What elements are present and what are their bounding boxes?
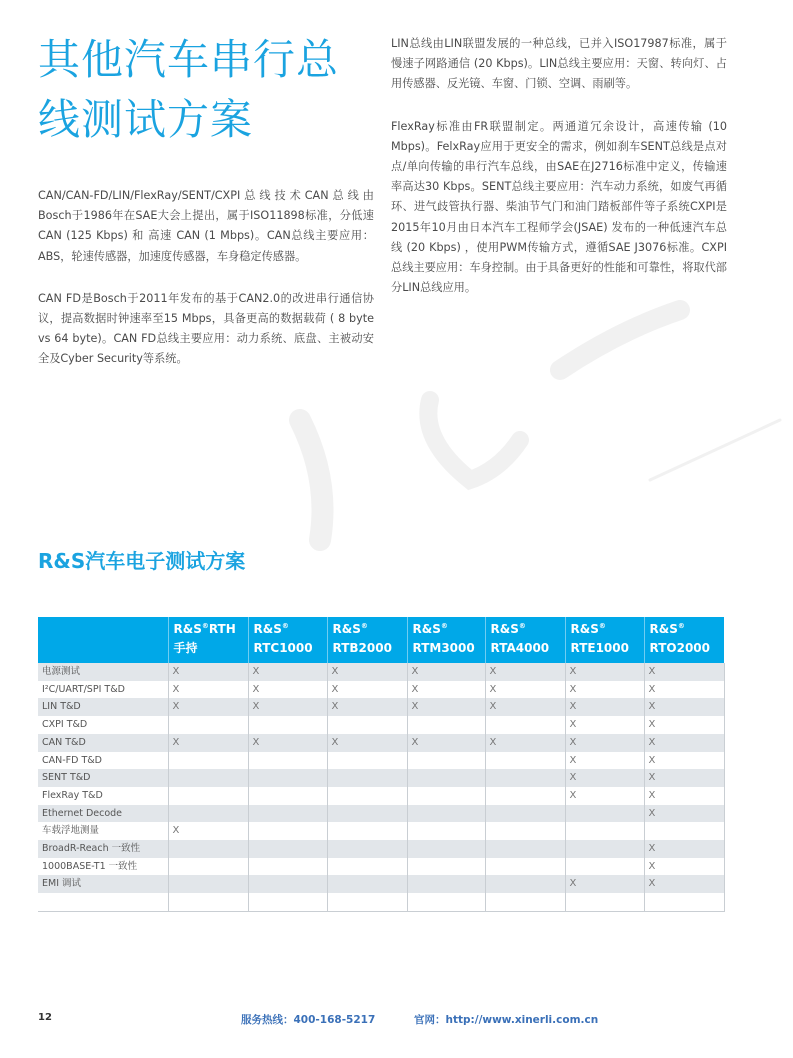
column-header-model: RTE1000 [570,641,629,655]
table-cell [327,840,407,858]
paragraph-lin: LIN总线由LIN联盟发展的一种总线，已并入ISO17987标准，属于慢速子网路通信 (20 Kbps)。LIN总线主要应用：天窗、转向灯、占用传感器、反光镜、车窗、门锁、空调、雨刷等。 [391,37,727,91]
table-cell [565,698,644,716]
table-cell [485,716,565,734]
row-label: BroadR-Reach 一致性 [38,840,168,858]
supported-mark: X [648,772,656,784]
paragraph-can-fd: CAN FD是Bosch于2011年发布的基于CAN2.0的改进串行通信协议，提高数据时钟速率至15 Mbps，具备更高的数据载荷 ( 8 byte vs 64 byte)。CAN FD总线主要应用：动力系统、底盘、主被动安全及Cyber Security等系统。 [38,291,374,366]
table-cell [485,805,565,823]
table-cell [327,681,407,699]
registered-mark: ® [201,622,209,630]
supported-mark: X [489,701,497,713]
table-cell [168,893,248,911]
supported-mark: X [252,736,260,748]
column-header-model: RTO2000 [649,641,710,655]
table-cell [407,698,485,716]
column-header-brand: R&S [649,622,678,636]
table-cell [248,787,327,805]
table-row [38,769,724,787]
supported-mark: X [489,666,497,677]
table-cell [168,875,248,893]
table-cell [407,858,485,876]
table-cell [644,840,724,858]
table-cell [248,734,327,752]
table-cell [485,858,565,876]
table-cell [565,858,644,876]
table-cell [644,698,724,716]
table-cell [485,663,565,681]
table-cell [485,822,565,840]
table-cell [327,663,407,681]
table-cell [565,840,644,858]
table-cell [485,769,565,787]
supported-mark: X [648,807,656,819]
table-cell [644,858,724,876]
row-label: 电源测试 [38,663,168,681]
column-header-brand: R&S [570,622,599,636]
table-cell [407,840,485,858]
supported-mark: X [252,683,260,695]
website-link[interactable]: 官网：http://www.xinerli.com.cn [414,1014,599,1026]
column-header-model: RTA4000 [490,641,550,655]
table-cell [248,716,327,734]
table-cell [168,752,248,770]
supported-mark: X [648,719,656,731]
table-cell [327,893,407,911]
supported-mark: X [648,878,656,890]
table-cell [407,752,485,770]
supported-mark: X [569,878,577,890]
row-label: CXPI T&D [38,716,168,734]
supported-mark: X [172,666,180,677]
table-cell [644,893,724,911]
table-cell [327,858,407,876]
table-cell [327,822,407,840]
table-cell [485,752,565,770]
column-header [565,617,644,663]
table-row [38,681,724,699]
row-label: 1000BASE-T1 一致性 [38,858,168,876]
supported-mark: X [648,683,656,695]
row-label: Ethernet Decode [38,805,168,823]
supported-mark: X [331,683,339,695]
table-row [38,734,724,752]
table-row [38,787,724,805]
row-label: I²C/UART/SPI T&D [38,681,168,699]
table-row [38,893,724,911]
table-cell [168,663,248,681]
table-row [38,822,724,840]
supported-mark: X [569,719,577,731]
table-cell [485,681,565,699]
table-cell [565,663,644,681]
row-label: LIN T&D [38,698,168,716]
column-header-brand: R&S [490,622,519,636]
table-cell [485,840,565,858]
column-header [644,617,724,663]
table-cell [485,893,565,911]
supported-mark: X [172,683,180,695]
table-cell [248,681,327,699]
supported-mark: X [172,736,180,748]
row-label: EMI 调试 [38,875,168,893]
table-cell [407,893,485,911]
left-column [38,30,374,392]
table-cell [327,752,407,770]
paragraph-can: CAN/CAN-FD/LIN/FlexRay/SENT/CXPI总线技术CAN总线由Bosch于1986年在SAE大会上提出，属于ISO11898标准，分低速 CAN (125 Kbps) 和 高速 CAN (1 Mbps)。CAN总线主要应用：ABS，轮速传感器，加速度传感器，车身稳定传感器。 [38,189,374,263]
page-title: 其他汽车串行总线测试方案 [38,35,340,144]
supported-mark: X [331,701,339,713]
supported-mark: X [331,736,339,748]
table-cell [327,805,407,823]
table-cell [644,734,724,752]
table-cell [644,805,724,823]
supported-mark: X [569,736,577,748]
header-empty-cell [38,617,168,663]
supported-mark: X [648,789,656,801]
table-row [38,840,724,858]
table-cell [168,769,248,787]
table-header-row [38,617,724,663]
table-cell [565,875,644,893]
table-cell [407,734,485,752]
table-cell [407,769,485,787]
table-cell [168,840,248,858]
supported-mark: X [648,666,656,677]
column-header-model: RTM3000 [412,641,475,655]
hotline-text: 服务热线：400-168-5217 [241,1014,376,1026]
table-cell [407,716,485,734]
table-cell [168,716,248,734]
table-cell [565,734,644,752]
row-label: 车载浮地测量 [38,822,168,840]
table-cell [644,875,724,893]
table-cell [168,681,248,699]
supported-mark: X [411,666,419,677]
column-header [168,617,248,663]
supported-mark: X [569,754,577,766]
page-number: 12 [38,1012,52,1023]
supported-mark: X [489,736,497,748]
column-header-brand: R&S [332,622,361,636]
table-cell [168,787,248,805]
table-cell [327,716,407,734]
table-cell [565,787,644,805]
registered-mark: ® [518,622,526,630]
table-row [38,716,724,734]
table-row [38,752,724,770]
table-row [38,875,724,893]
table-cell [248,663,327,681]
table-cell [248,698,327,716]
table-row [38,698,724,716]
supported-mark: X [331,666,339,677]
supported-mark: X [252,701,260,713]
supported-mark: X [648,701,656,713]
supported-mark: X [569,701,577,713]
supported-mark: X [569,666,577,677]
row-label [38,893,168,911]
registered-mark: ® [360,622,368,630]
table-body [38,663,724,911]
row-label: CAN-FD T&D [38,752,168,770]
table-cell [327,875,407,893]
table-cell [644,787,724,805]
table-cell [248,805,327,823]
table-cell [565,805,644,823]
registered-mark: ® [440,622,448,630]
table-cell [644,752,724,770]
table-cell [644,663,724,681]
table-cell [485,698,565,716]
column-header [248,617,327,663]
column-header-suffix: RTH [208,622,236,636]
table-cell [565,716,644,734]
supported-mark: X [569,789,577,801]
table-cell [168,734,248,752]
supported-mark: X [569,772,577,784]
supported-mark: X [172,825,180,837]
row-label: FlexRay T&D [38,787,168,805]
table-cell [168,822,248,840]
table-cell [485,734,565,752]
supported-mark: X [648,754,656,766]
supported-mark: X [411,736,419,748]
column-header [407,617,485,663]
row-label: CAN T&D [38,734,168,752]
table-cell [248,875,327,893]
column-header-model: RTC1000 [253,641,313,655]
registered-mark: ® [598,622,606,630]
table-cell [327,698,407,716]
row-label: SENT T&D [38,769,168,787]
table-row [38,858,724,876]
table-cell [248,840,327,858]
table-cell [327,787,407,805]
supported-mark: X [172,701,180,713]
table-cell [248,858,327,876]
table-row [38,805,724,823]
supported-mark: X [252,666,260,677]
table-cell [565,681,644,699]
table-cell [168,698,248,716]
table-cell [248,822,327,840]
table-cell [407,805,485,823]
registered-mark: ® [281,622,289,630]
column-header [327,617,407,663]
supported-mark: X [489,683,497,695]
right-column [391,34,727,320]
table-cell [407,822,485,840]
table-cell [248,893,327,911]
registered-mark: ® [677,622,685,630]
table-cell [248,769,327,787]
table-cell [644,681,724,699]
supported-mark: X [648,736,656,748]
table-cell [327,769,407,787]
supported-mark: X [411,701,419,713]
product-feature-table [38,617,725,912]
table-cell [565,893,644,911]
table-cell [407,787,485,805]
table-cell [644,822,724,840]
table-cell [565,752,644,770]
table-cell [407,875,485,893]
column-header-brand: R&S [253,622,282,636]
table-cell [168,858,248,876]
column-header-brand: R&S [412,622,441,636]
table-row [38,663,724,681]
column-header-model: 手持 [173,641,198,655]
supported-mark: X [411,683,419,695]
table-cell [327,734,407,752]
table-cell [168,805,248,823]
column-header [485,617,565,663]
supported-mark: X [648,860,656,872]
table-cell [407,663,485,681]
table-cell [644,716,724,734]
table-cell [485,787,565,805]
table-cell [644,769,724,787]
paragraph-flexray-sent-cxpi: FlexRay标准由FR联盟制定。两通道冗余设计，高速传输 (10 Mbps)。FelxRay应用于更安全的需求，例如刹车SENT总线是点对点/单向传输的串行汽车总线，由SAE在J2716标准中定义，传输速率高达30 Kbps。SENT总线主要应用：汽车动力系统，如废气再循环、进气歧管执行器、柴油节气门和油门踏板部件等子系统CXPI是2015年10月由日本汽车工程师学会(JSAE) 发布的一种低速汽车总线 (20 Kbps) ，使用PWM传输方式，遵循SAE J3076标准。CXPI总线主要应用：车身控制。由于具备更好的性能和可靠性，将取代部分LIN总线应用。 [391,119,727,295]
supported-mark: X [648,843,656,855]
table-cell [565,769,644,787]
section-title: R&S汽车电子测试方案 [38,549,246,573]
table-cell [485,875,565,893]
table-cell [565,822,644,840]
column-header-brand: R&S [173,622,202,636]
footer [0,1012,793,1032]
table-cell [248,752,327,770]
column-header-model: RTB2000 [332,641,392,655]
table-cell [407,681,485,699]
supported-mark: X [569,683,577,695]
